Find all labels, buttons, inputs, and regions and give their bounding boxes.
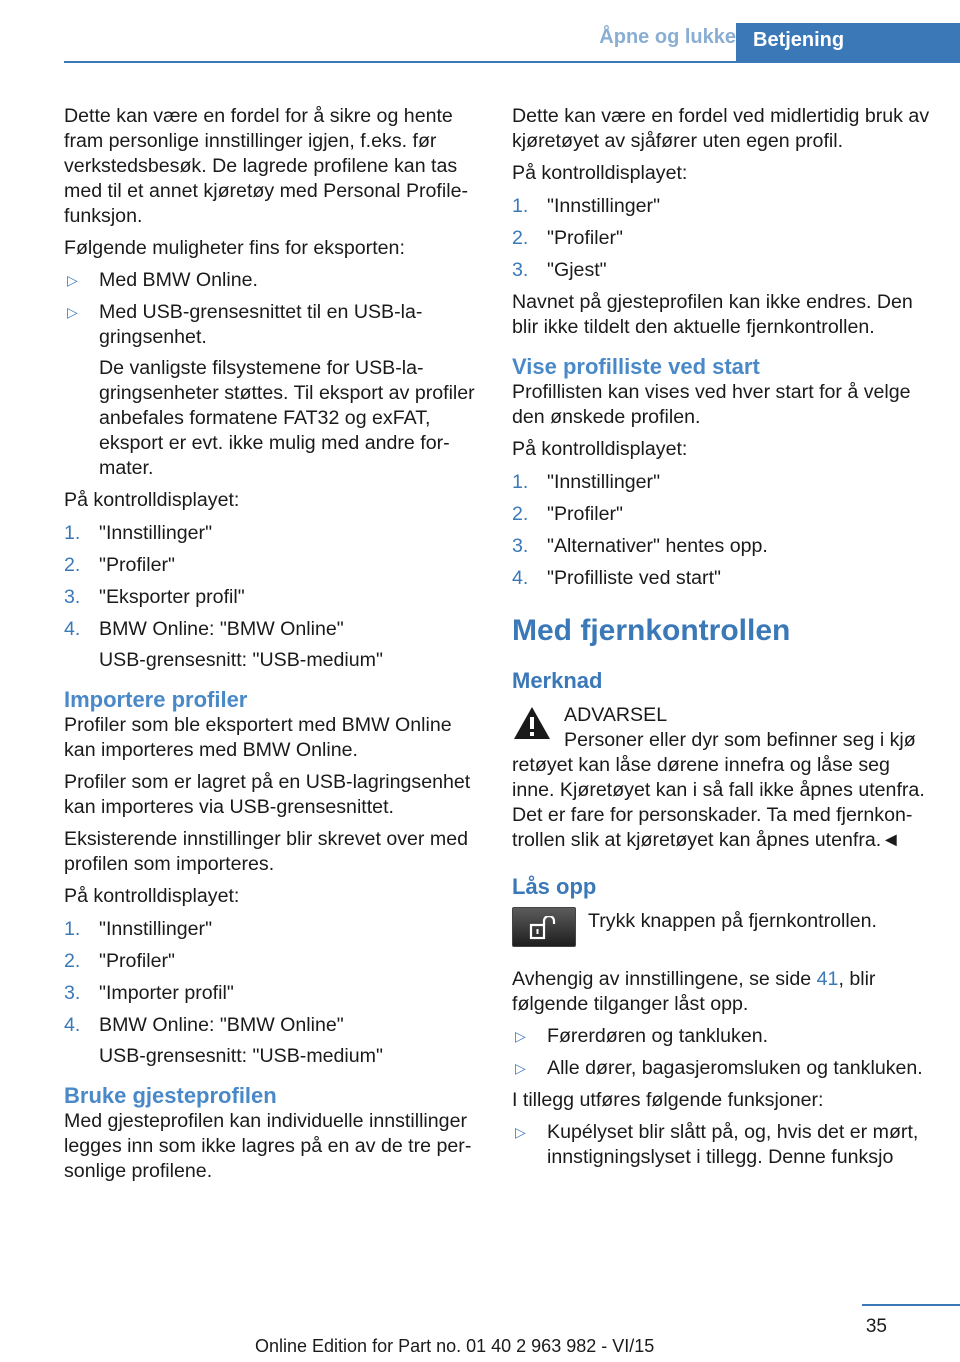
step-number: 4. — [64, 1014, 81, 1036]
guest-heading: Bruke gjesteprofilen — [64, 1083, 277, 1108]
dependency-text-after: , blir følgende tilganger låst opp. — [512, 968, 876, 1015]
warning-text: retøyet kan låse dørene innefra og låse seg inne. Kjøretøyet kan i så fall ikke åpnes utenfra. Det er fare for personskader. Ta med fjernkontrollen slik at kjøretøyet kan åpnes utenfra.◄ — [512, 754, 925, 851]
step-text: "Eksporter profil" — [99, 586, 245, 608]
import-heading: Importere profiler — [64, 687, 248, 712]
step-number: 2. — [64, 554, 81, 576]
functions-intro: I tillegg utføres følgende funksjoner: — [512, 1089, 824, 1111]
list-item — [512, 1120, 932, 1170]
triangle-right-icon: ▷ — [515, 1124, 526, 1140]
profile-list-steps — [512, 470, 932, 591]
section-tab: Åpne og lukke — [599, 26, 736, 48]
step-item — [64, 917, 480, 942]
list-item — [64, 300, 480, 481]
list-item-text: Kupélyset blir slått på, og, hvis det er mørt, innstigningslyset i tillegg. Denne funksjo — [547, 1121, 919, 1168]
page-reference-link[interactable]: 41 — [816, 968, 839, 990]
unlock-list — [512, 1024, 932, 1081]
step-text: "Profiler" — [99, 950, 175, 972]
step-item — [64, 617, 480, 673]
step-number: 3. — [512, 259, 529, 281]
export-options-intro: Følgende muligheter fins for eksporten: — [64, 237, 405, 259]
step-number: 1. — [512, 471, 529, 493]
triangle-right-icon: ▷ — [515, 1060, 526, 1076]
unlock-instruction — [512, 909, 932, 953]
chapter-tab: Betjening — [736, 23, 960, 63]
list-item-text: Med USB-grensesnittet til en USB-lagringsenhet. — [99, 301, 423, 348]
guest-steps — [512, 194, 932, 283]
unlock-icon — [512, 907, 576, 947]
control-display-label: På kontrolldisplayet: — [64, 885, 240, 907]
triangle-right-icon: ▷ — [67, 304, 78, 320]
right-column — [512, 104, 932, 1177]
warning-block — [512, 703, 932, 853]
step-text: BMW Online: "BMW Online" — [99, 618, 344, 640]
page-number: 35 — [865, 1316, 887, 1337]
guest-paragraph-3: Navnet på gjesteprofilen kan ikke endres. Den blir ikke tildelt den aktuelle fjernkontrollen. — [512, 291, 913, 338]
guest-paragraph-2: Dette kan være en fordel ved midlertidig bruk av kjøretøyet av sjåfører uten egen profil. — [512, 105, 930, 152]
step-number: 2. — [512, 503, 529, 525]
profile-list-heading: Vise profilliste ved start — [512, 354, 760, 379]
step-number: 1. — [512, 195, 529, 217]
step-text: "Innstillinger" — [99, 918, 213, 940]
list-item-text: Alle dører, bagasjeromsluken og tankluken. — [547, 1057, 923, 1079]
step-number: 2. — [64, 950, 81, 972]
export-options-list — [64, 268, 480, 481]
warning-text-line1: Personer eller dyr som befinner seg i kjø — [564, 729, 916, 751]
control-display-label: På kontrolldisplayet: — [512, 162, 688, 184]
dependency-paragraph — [512, 967, 932, 1017]
guest-paragraph-1: Med gjesteprofilen kan individuelle innstillinger legges inn som ikke lagres på en av de tre personlige profilene. — [64, 1110, 472, 1182]
step-item — [64, 1013, 480, 1069]
step-text: "Innstillinger" — [99, 522, 213, 544]
list-item — [512, 1056, 932, 1081]
step-item — [64, 981, 480, 1006]
triangle-right-icon: ▷ — [67, 272, 78, 288]
control-display-label: På kontrolldisplayet: — [64, 489, 240, 511]
left-column — [64, 104, 480, 1191]
remote-control-heading: Med fjernkontrollen — [512, 614, 791, 647]
step-number: 3. — [512, 535, 529, 557]
step-number: 4. — [512, 567, 529, 589]
functions-list — [512, 1120, 932, 1170]
step-text: "Gjest" — [547, 259, 607, 281]
import-paragraph-3: Eksisterende innstillinger blir skrevet over med profilen som importeres. — [64, 828, 469, 875]
step-text: "Profiler" — [99, 554, 175, 576]
note-heading: Merknad — [512, 668, 603, 693]
step-number: 2. — [512, 227, 529, 249]
step-subtext: USB-grensesnitt: "USB-medium" — [99, 649, 383, 671]
step-number: 1. — [64, 522, 81, 544]
step-item — [64, 553, 480, 578]
step-text: "Profiler" — [547, 227, 623, 249]
footer-rule — [862, 1304, 960, 1306]
import-steps — [64, 917, 480, 1069]
step-item — [512, 502, 932, 527]
step-text: "Profilliste ved start" — [547, 567, 721, 589]
step-text: "Importer profil" — [99, 982, 234, 1004]
step-number: 4. — [64, 618, 81, 640]
step-subtext: USB-grensesnitt: "USB-medium" — [99, 1045, 383, 1067]
step-item — [512, 534, 932, 559]
step-item — [512, 566, 932, 591]
warning-title: ADVARSEL — [564, 704, 668, 726]
unlock-heading: Lås opp — [512, 874, 597, 899]
header-rule — [64, 61, 960, 63]
intro-paragraph: Dette kan være en fordel for å sikre og hente fram personlige innstillinger igjen, f.eks. før verkstedsbesøk. De lagrede profilene kan tas med til et annet kjøretøy med Personal Profile-funksjon. — [64, 105, 469, 227]
list-item-text: Med BMW Online. — [99, 269, 258, 291]
step-item — [512, 226, 932, 251]
step-text: "Profiler" — [547, 503, 623, 525]
step-number: 3. — [64, 586, 81, 608]
list-item — [512, 1024, 932, 1049]
page-header — [0, 0, 960, 62]
step-text: "Alternativer" hentes opp. — [547, 535, 768, 557]
step-number: 1. — [64, 918, 81, 940]
export-steps — [64, 521, 480, 673]
profile-list-paragraph: Profillisten kan vises ved hver start for å velge den ønskede profilen. — [512, 381, 911, 428]
import-paragraph-2: Profiler som er lagret på en USB-lagringsenhet kan importeres via USB-grensesnittet. — [64, 771, 471, 818]
step-item — [512, 258, 932, 283]
step-text: BMW Online: "BMW Online" — [99, 1014, 344, 1036]
edition-label: Online Edition for Part no. 01 40 2 963 982 - VI/15 — [255, 1336, 655, 1356]
list-item-text: Førerdøren og tankluken. — [547, 1025, 769, 1047]
unlock-instruction-text: Trykk knappen på fjernkontrollen. — [588, 910, 877, 932]
import-paragraph-1: Profiler som ble eksportert med BMW Online kan importeres med BMW Online. — [64, 714, 452, 761]
step-item — [512, 470, 932, 495]
step-item — [64, 521, 480, 546]
triangle-right-icon: ▷ — [515, 1028, 526, 1044]
step-item — [64, 949, 480, 974]
step-item — [64, 585, 480, 610]
step-text: "Innstillinger" — [547, 471, 661, 493]
warning-triangle-icon — [512, 705, 552, 741]
control-display-label: På kontrolldisplayet: — [512, 438, 688, 460]
step-text: "Innstillinger" — [547, 195, 661, 217]
dependency-text-before: Avhengig av innstillingene, se side — [512, 968, 817, 990]
list-item — [64, 268, 480, 293]
list-item-note: De vanligste filsystemene for USB-lagringsenheter støttes. Til eksport av profiler anbefales formatene FAT32 og exFAT, eksport er evt. ikke mulig med andre formater. — [99, 357, 475, 479]
step-number: 3. — [64, 982, 81, 1004]
step-item — [512, 194, 932, 219]
